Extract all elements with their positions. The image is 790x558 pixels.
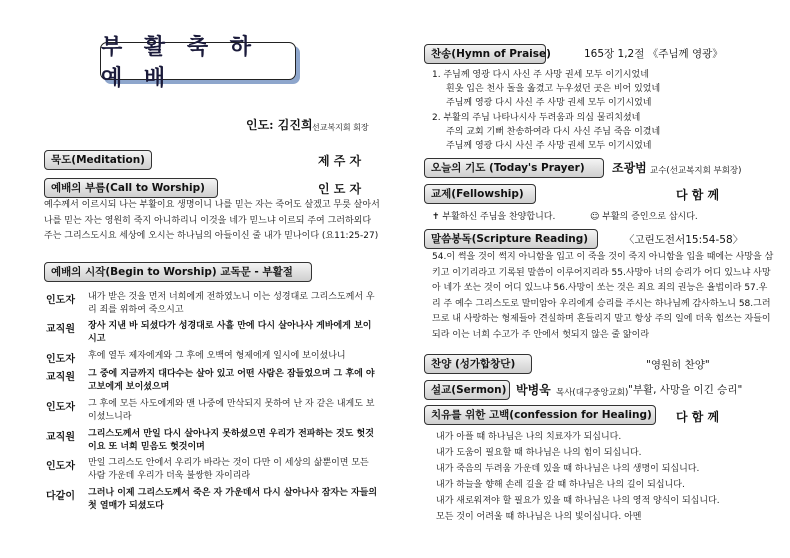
call-leader: 인 도 자 (318, 182, 362, 196)
begin-header: 예배의 시작(Begin to Worship) 교독문 - 부활절 (44, 262, 312, 282)
confession-line: 내가 도움이 필요할 때 하나님은 나의 힘이 되십니다. (436, 448, 642, 458)
prayer-header: 오늘의 기도 (Today's Prayer) (424, 158, 604, 178)
hymn-header: 찬송(Hymn of Praise) (424, 44, 546, 64)
hymn-verse-line: 2. 부활의 주님 나타나시사 두려움과 의심 물리치셨네 (432, 113, 641, 123)
hymn-verse-line: 주님께 영광 다시 사신 주 사망 권세 모두 이기시었네 (446, 98, 652, 108)
meditation-header: 묵도(Meditation) (44, 150, 152, 170)
reading-line: 내가 받은 것을 먼저 너희에게 전하였노니 이는 성경대로 그리스도께서 우리 죄를 위하여 죽으시고 (88, 292, 375, 315)
reading-role: 인도자 (46, 402, 75, 413)
anthem-song: "영원히 찬양" (646, 359, 710, 371)
hymn-verse-line: 흰옷 입은 천사 돌을 옮겼고 누우셨던 곳은 비어 있었네 (446, 84, 661, 94)
anthem-header: 찬양 (성가합창단) (424, 354, 532, 374)
reading-line: 그 후에 모든 사도에게와 맨 나중에 만삭되지 못하여 난 자 같은 내게도 보이셨느니라 (88, 399, 375, 422)
confession-line: 내가 아플 때 하나님은 나의 치료자가 되십니다. (436, 432, 622, 442)
presider-name: 인도: 김진희 (246, 118, 313, 132)
confession-line: 내가 새로워져야 할 필요가 있을 때 하나님은 나의 영적 양식이 되십니다. (436, 496, 720, 506)
confession-header: 치유를 위한 고백(confession for Healing) (424, 405, 656, 425)
call-text: 예수께서 이르시되 나는 부활이요 생명이니 나를 믿는 자는 죽어도 살겠고 무릇 살아서 나를 믿는 자는 영원히 죽지 아니하리니 이것을 네가 믿느냐 이르되 주여 그러하외다 주는 그리스도시요 세상에 오시는 하나님의 아들이신 줄 내가 믿나이다 (요11:25-27) (44, 200, 380, 241)
scripture-text: 54.이 썩을 것이 썩지 아니함을 입고 이 죽을 것이 죽지 아니함을 입을 때에는 사망을 삼키고 이기리라고 기록된 말씀이 이루어지리라 55.사망아 너의 승리가 어디 있느냐 사망아 네가 쏘는 것이 어디 있느냐 56.사망이 쏘는 것은 죄요 죄의 권능은 율법이라 57.우리 주 예수 그리스도로 말미암아 우리에게 승리를 주시는 하나님께 감사하노니 58.그러므로 내 사랑하는 형제들아 견실하며 흔들리지 말고 항상 주의 일에 더욱 힘쓰는 자들이 되라 이는 너희 수고가 주 안에서 헛되지 않은 줄 앎이라 (432, 252, 774, 340)
reading-line: 만일 그리스도 안에서 우리가 바라는 것이 다만 이 세상의 삶뿐이면 모든 사람 가운데 우리가 더욱 불쌍한 자이리라 (88, 458, 369, 481)
sermon-preacher: 박병욱 (516, 383, 551, 397)
reading-line: 그리스도께서 만일 다시 살아나지 못하셨으면 우리가 전파하는 것도 헛것이요 또 너희 믿음도 헛것이며 (88, 429, 374, 452)
fellowship-phrase-2: ☺ 부활의 증인으로 삽시다. (590, 212, 698, 222)
fellowship-header: 교제(Fellowship) (424, 184, 536, 204)
prayer-leader: 조광범 (612, 161, 647, 175)
hymn-verse-line: 주의 교회 기뻐 찬송하여라 다시 사신 주님 죽음 이겼네 (446, 127, 661, 137)
confession-leader: 다 함 께 (676, 410, 720, 424)
reading-role: 인도자 (46, 295, 75, 306)
reading-role: 교직원 (46, 372, 75, 383)
reading-line: 그러나 이제 그리스도께서 죽은 자 가운데서 다시 살아나사 잠자는 자들의 첫 열매가 되셨도다 (88, 488, 378, 511)
meditation-leader: 제 주 자 (318, 154, 362, 168)
hymn-number: 165장 1,2절 《주님께 영광》 (584, 48, 723, 60)
reading-line: 그 중에 지금까지 대다수는 살아 있고 어떤 사람은 잠들었으며 그 후에 야고보에게 보이셨으며 (88, 369, 375, 392)
scripture-header: 말씀봉독(Scripture Reading) (424, 229, 598, 249)
reading-line: 장사 지낸 바 되셨다가 성경대로 사흘 만에 다시 살아나사 게바에게 보이시고 (88, 321, 372, 344)
confession-line: 내가 하늘을 향해 손레 길을 갈 때 하나님은 나의 길이 되십니다. (436, 480, 685, 490)
hymn-verse-line: 1. 주님께 영광 다시 사신 주 사망 권세 모두 이기시었네 (432, 70, 649, 80)
fellowship-leader: 다 함 께 (676, 188, 720, 202)
confession-line: 내가 죽음의 두려움 가운데 있을 때 하나님은 나의 생명이 되십니다. (436, 464, 700, 474)
reading-role: 인도자 (46, 354, 75, 365)
reading-role: 다같이 (46, 491, 75, 502)
sermon-title: "부활, 사망을 이긴 승리" (628, 384, 743, 396)
sermon-header: 설교(Sermon) (424, 380, 510, 400)
confession-line: 모든 것이 어려울 때 하나님은 나의 빛이십니다. 아멘 (436, 512, 642, 522)
sermon-preacher-note: 목사(대구중앙교회) (556, 388, 629, 398)
reading-role: 인도자 (46, 461, 75, 472)
hymn-verse-line: 주님께 영광 다시 사신 주 사망 권세 모두 이기시었네 (446, 141, 652, 151)
presider-note: 선교복지회 회장 (312, 123, 369, 132)
reading-line: 후에 열두 제자에게와 그 후에 오백여 형제에게 일시에 보이셨나니 (88, 351, 346, 361)
reading-role: 교직원 (46, 432, 75, 443)
reading-role: 교직원 (46, 324, 75, 335)
call-header: 예배의 부름(Call to Worship) (44, 178, 218, 198)
scripture-reference: 〈고린도전서15:54-58〉 (624, 234, 744, 246)
fellowship-phrase-1: ✝ 부활하신 주님을 찬양합니다. (432, 212, 556, 222)
page-title: 부 활 축 하 예 배 (100, 42, 296, 80)
prayer-leader-note: 교수(선교복지회 부회장) (650, 166, 742, 176)
